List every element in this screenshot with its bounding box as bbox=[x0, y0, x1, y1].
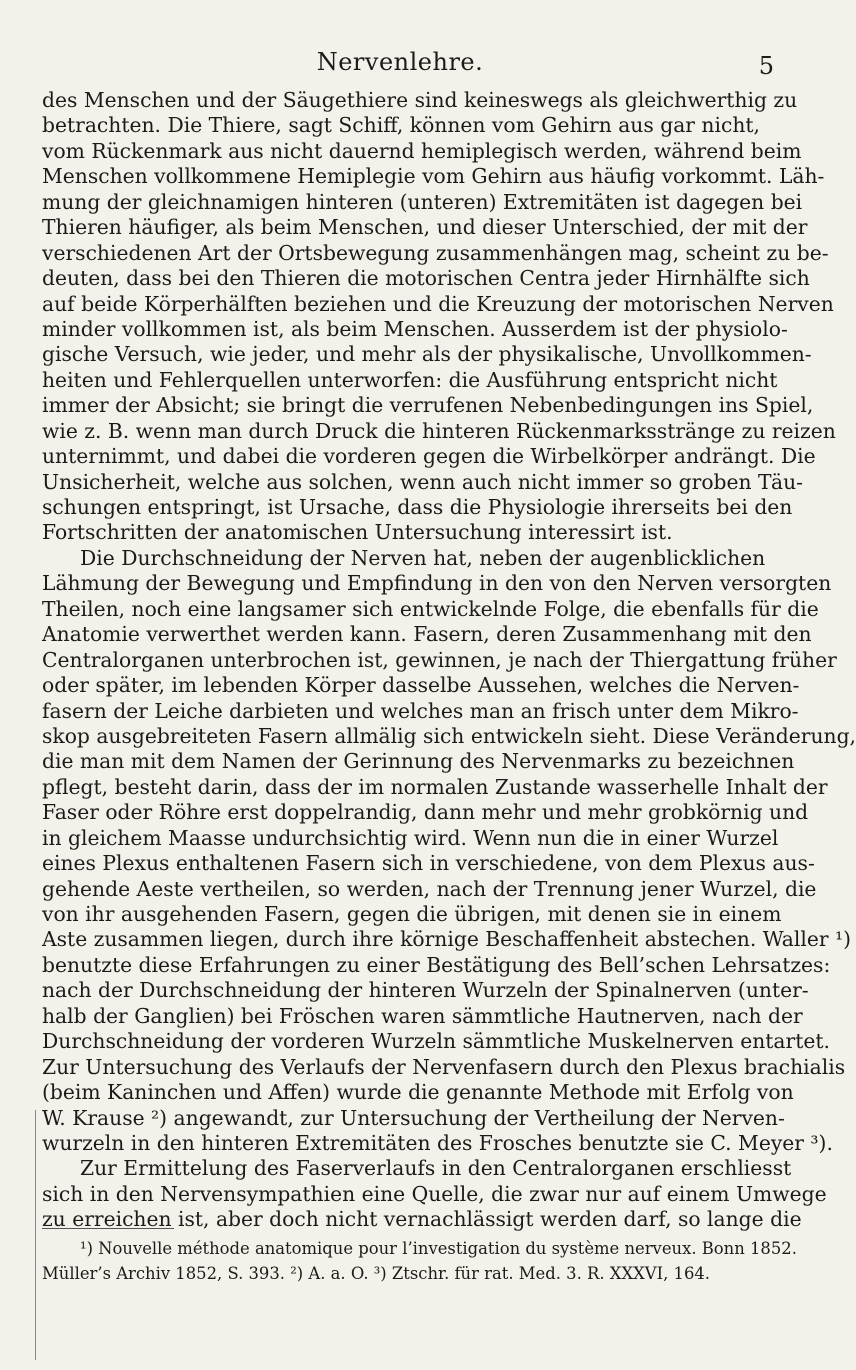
text-line: pflegt, besteht darin, dass der im normalen Zustande wasserhelle Inhalt der bbox=[42, 774, 828, 799]
text-line: W. Krause ²) angewandt, zur Untersuchung der Vertheilung der Nerven- bbox=[42, 1105, 785, 1130]
text-line: Zur Ermittelung des Faserverlaufs in den Centralorganen erschliesst bbox=[80, 1156, 792, 1181]
text-line: Die Durchschneidung der Nerven hat, neben der augenblicklichen bbox=[80, 545, 766, 570]
text-line: Aste zusammen liegen, durch ihre körnige Beschaffenheit abstechen. Waller ¹) bbox=[42, 927, 852, 952]
footnote-rule bbox=[42, 1228, 174, 1229]
text-line: skop ausgebreiteten Fasern allmälig sich entwickeln sieht. Diese Veränderung, bbox=[42, 723, 856, 748]
text-line: von ihr ausgehenden Fasern, gegen die übrigen, mit denen sie in einem bbox=[42, 902, 782, 926]
text-line: vom Rückenmark aus nicht dauernd hemiplegisch werden, während beim bbox=[42, 138, 802, 163]
text-line: Theilen, noch eine langsamer sich entwickelnde Folge, die ebenfalls für die bbox=[42, 596, 819, 621]
page-number: 5 bbox=[758, 52, 774, 80]
page-margin-line bbox=[35, 1110, 36, 1360]
text-line: Unsicherheit, welche aus solchen, wenn auch nicht immer so groben Täu- bbox=[42, 469, 803, 494]
text-line: wurzeln in den hinteren Extremitäten des Frosches benutzte sie C. Meyer ³). bbox=[42, 1130, 833, 1155]
text-line: wie z. B. wenn man durch Druck die hinteren Rückenmarksstränge zu reizen bbox=[42, 418, 836, 443]
text-line: fasern der Leiche darbieten und welches man an frisch unter dem Mikro- bbox=[42, 698, 799, 723]
text-line: zu erreichen ist, aber doch nicht vernachlässigt werden darf, so lange die bbox=[42, 1207, 802, 1232]
text-line: nach der Durchschneidung der hinteren Wurzeln der Spinalnerven (unter- bbox=[42, 978, 809, 1003]
text-line: Lähmung der Bewegung und Empfindung in den von den Nerven versorgten bbox=[42, 571, 832, 596]
text-line: immer der Absicht; sie bringt die verrufenen Nebenbedingungen ins Spiel, bbox=[42, 393, 814, 418]
text-line: halb der Ganglien) bei Fröschen waren sämmtliche Hautnerven, nach der bbox=[42, 1003, 803, 1028]
text-line: Fortschritten der anatomischen Untersuchung interessirt ist. bbox=[42, 520, 673, 545]
text-line: Zur Untersuchung des Verlaufs der Nervenfasern durch den Plexus brachialis bbox=[42, 1054, 846, 1079]
text-line: heiten und Fehlerquellen unterworfen: die Ausführung entspricht nicht bbox=[42, 367, 778, 392]
text-line: Faser oder Röhre erst doppelrandig, dann mehr und mehr grobkörnig und bbox=[42, 800, 809, 825]
text-line: die man mit dem Namen der Gerinnung des Nervenmarks zu bezeichnen bbox=[42, 749, 795, 774]
footnotes bbox=[42, 1236, 797, 1287]
text-line: betrachten. Die Thiere, sagt Schiff, können vom Gehirn aus gar nicht, bbox=[42, 113, 761, 138]
body-text bbox=[42, 88, 856, 1233]
footnote-line: Müller’s Archiv 1852, S. 393. ²) A. a. O. ³) Ztschr. für rat. Med. 3. R. XXXVI, 164. bbox=[42, 1264, 711, 1284]
running-title: Nervenlehre. bbox=[316, 48, 484, 76]
text-line: unternimmt, und dabei die vorderen gegen die Wirbelkörper andrängt. Die bbox=[42, 444, 816, 469]
text-line: des Menschen und der Säugethiere sind keineswegs als gleichwerthig zu bbox=[42, 88, 798, 112]
text-line: verschiedenen Art der Ortsbewegung zusammenhängen mag, scheint zu be- bbox=[42, 240, 829, 265]
text-line: (beim Kaninchen und Affen) wurde die genannte Methode mit Erfolg von bbox=[42, 1080, 794, 1105]
text-line: deuten, dass bei den Thieren die motorischen Centra jeder Hirnhälfte sich bbox=[42, 266, 810, 291]
text-line: Thieren häufiger, als beim Menschen, und dieser Unterschied, der mit der bbox=[42, 215, 808, 240]
text-line: oder später, im lebenden Körper dasselbe Aussehen, welches die Nerven- bbox=[42, 673, 800, 698]
text-line: schungen entspringt, ist Ursache, dass die Physiologie ihrerseits bei den bbox=[42, 495, 793, 519]
text-line: gische Versuch, wie jeder, und mehr als der physikalische, Unvollkommen- bbox=[42, 342, 812, 367]
footnote-line: ¹) Nouvelle méthode anatomique pour l’investigation du système nerveux. Bonn 1852. bbox=[80, 1239, 797, 1258]
text-line: minder vollkommen ist, als beim Menschen. Ausserdem ist der physiolo- bbox=[42, 316, 788, 341]
text-line: gehende Aeste vertheilen, so werden, nach der Trennung jener Wurzel, die bbox=[42, 876, 817, 901]
text-line: sich in den Nervensympathien eine Quelle, die zwar nur auf einem Umwege bbox=[42, 1181, 827, 1206]
text-line: Centralorganen unterbrochen ist, gewinnen, je nach der Thiergattung früher bbox=[42, 647, 837, 672]
text-line: benutzte diese Erfahrungen zu einer Bestätigung des Bell’schen Lehrsatzes: bbox=[42, 952, 831, 977]
text-line: eines Plexus enthaltenen Fasern sich in verschiedene, von dem Plexus aus- bbox=[42, 851, 815, 876]
page-header bbox=[0, 48, 800, 82]
text-line: auf beide Körperhälften beziehen und die Kreuzung der motorischen Nerven bbox=[42, 291, 834, 316]
text-line: Menschen vollkommene Hemiplegie vom Gehirn aus häufig vorkommt. Läh- bbox=[42, 164, 825, 189]
text-line: in gleichem Maasse undurchsichtig wird. Wenn nun die in einer Wurzel bbox=[42, 825, 779, 850]
text-line: mung der gleichnamigen hinteren (unteren) Extremitäten ist dagegen bei bbox=[42, 189, 803, 214]
text-line: Anatomie verwerthet werden kann. Fasern, deren Zusammenhang mit den bbox=[42, 622, 812, 647]
text-line: Durchschneidung der vorderen Wurzeln sämmtliche Muskelnerven entartet. bbox=[42, 1029, 830, 1054]
